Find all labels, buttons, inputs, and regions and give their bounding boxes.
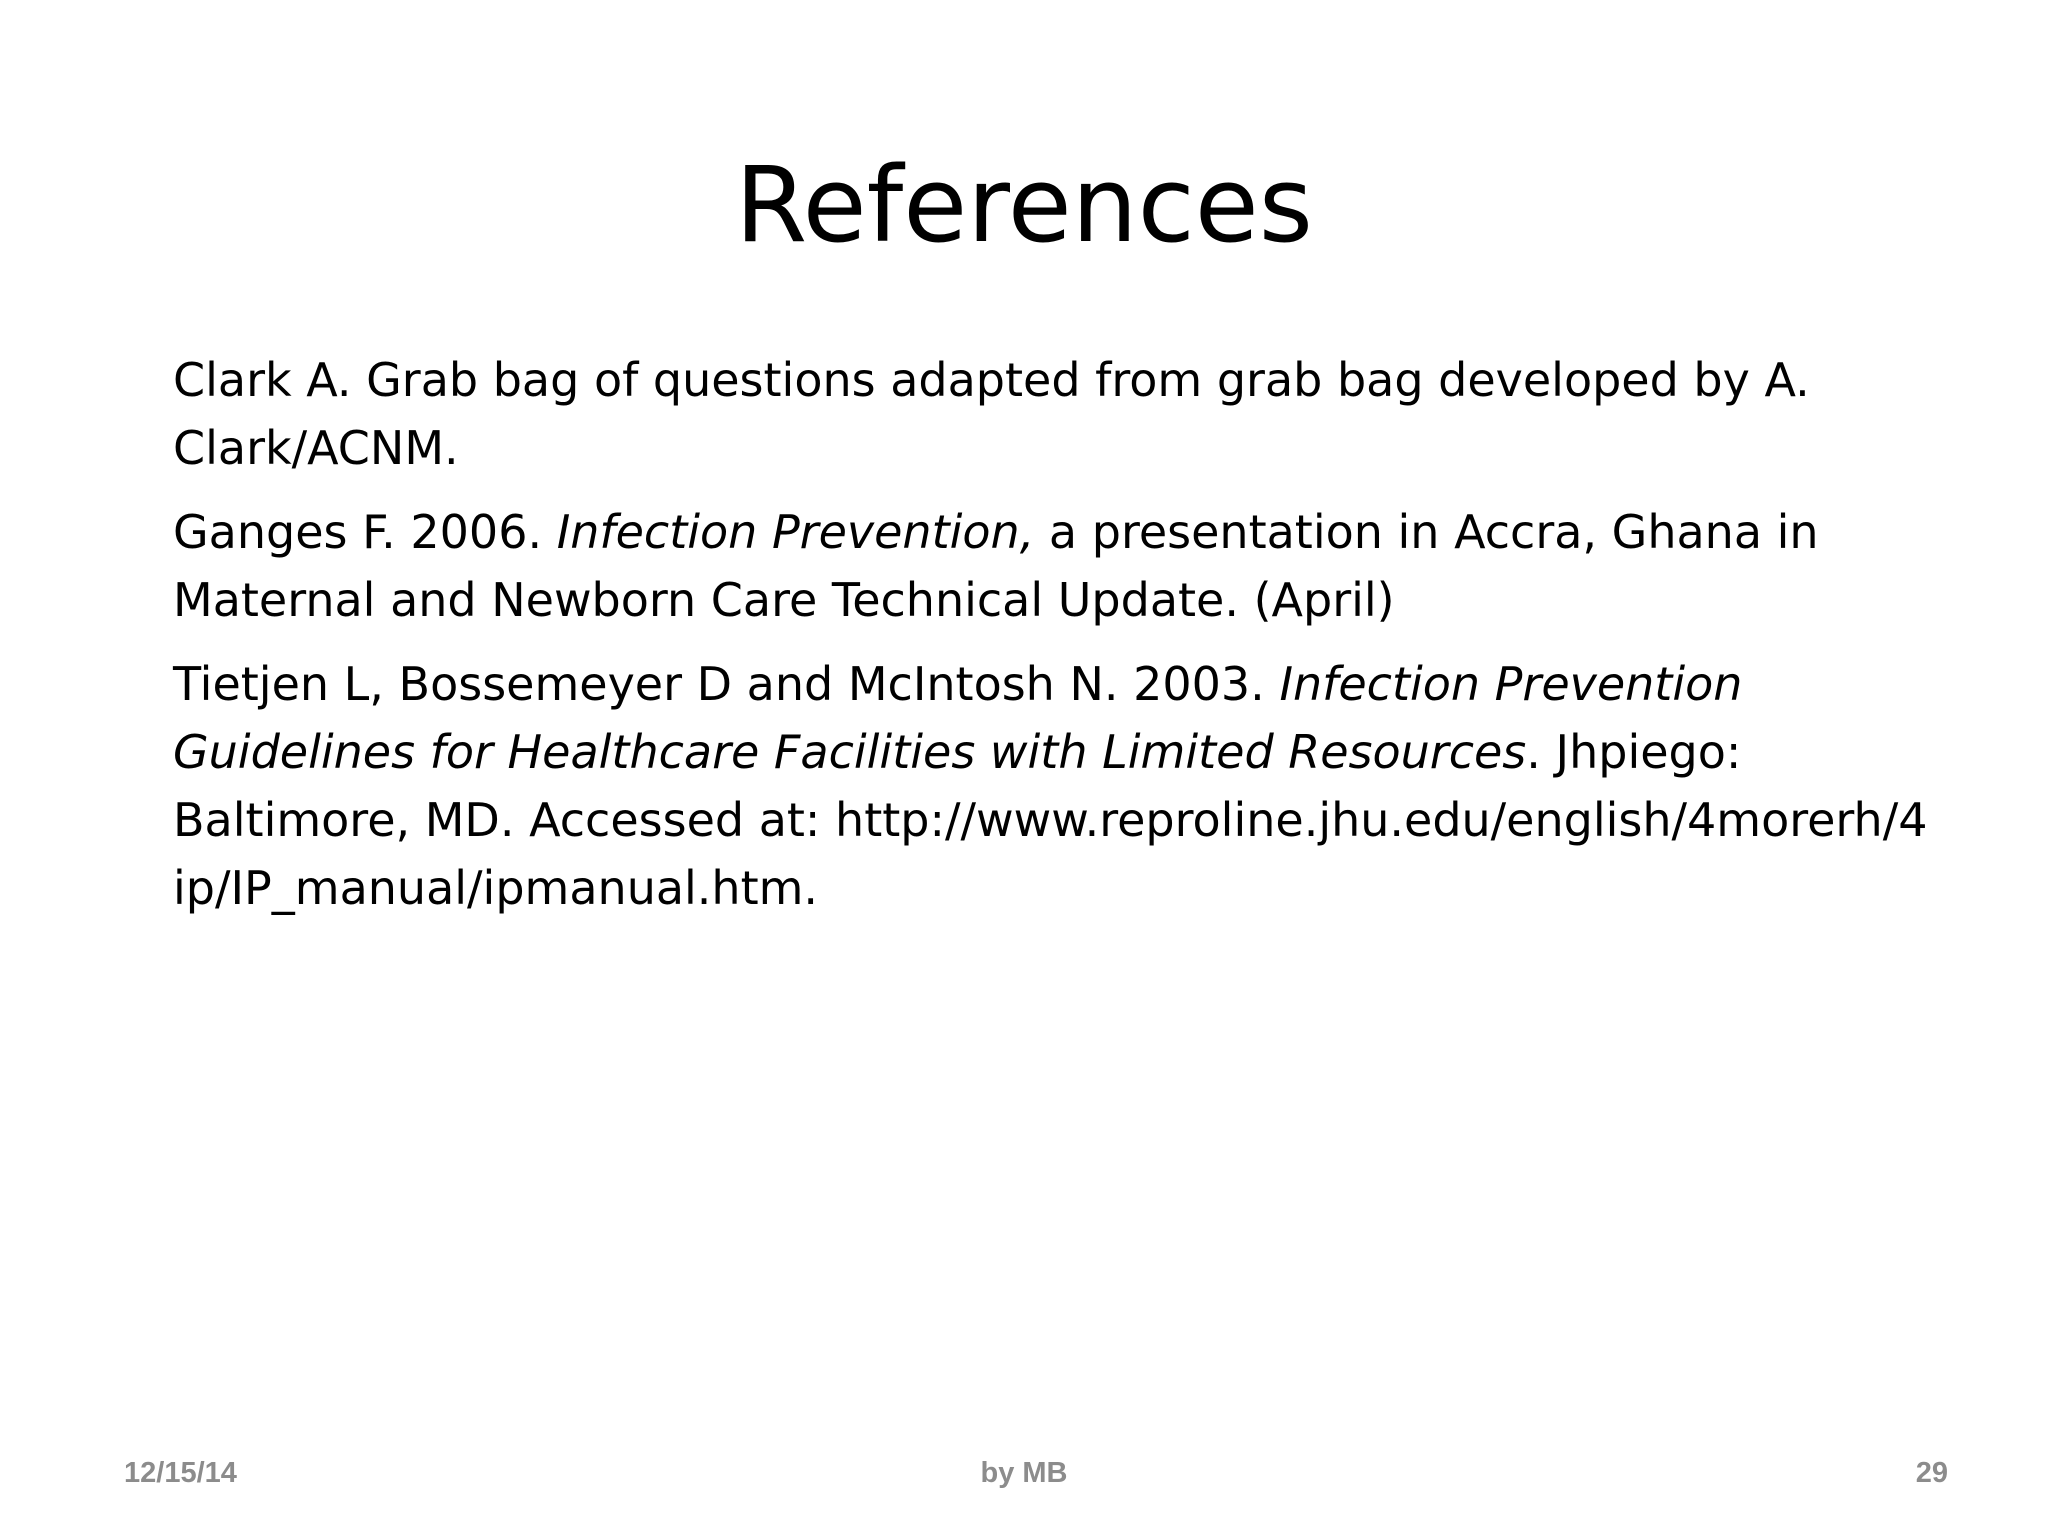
reference-item <box>173 650 1933 922</box>
reference-item <box>173 346 1933 482</box>
reference-text: Clark A. Grab bag of questions adapted from grab bag developed by A. Clark/ACNM. <box>173 353 1810 475</box>
reference-details: . Jhpiego: Baltimore, MD. Accessed at: <box>173 725 1742 847</box>
reference-authors: Tietjen L, Bossemeyer D and McIntosh N. 2003. <box>173 657 1280 711</box>
slide-number: 29 <box>1915 1457 1948 1489</box>
reference-url: http://www.reproline.jhu.edu/english/4morerh/4ip/IP_manual/ipmanual.htm. <box>173 793 1928 915</box>
footer-date: 12/15/14 <box>124 1457 237 1489</box>
references-list <box>173 346 1933 938</box>
reference-title: Infection Prevention, <box>556 505 1035 559</box>
reference-details: a presentation in Accra, Ghana in Maternal and Newborn Care Technical Update. (April) <box>173 505 1819 627</box>
reference-title: Infection Prevention Guidelines for Healthcare Facilities with Limited Resources <box>173 657 1743 779</box>
reference-item <box>173 498 1933 634</box>
reference-authors: Ganges F. 2006. <box>173 505 557 559</box>
slide-title: References <box>735 144 1313 266</box>
footer-author: by MB <box>980 1457 1068 1489</box>
